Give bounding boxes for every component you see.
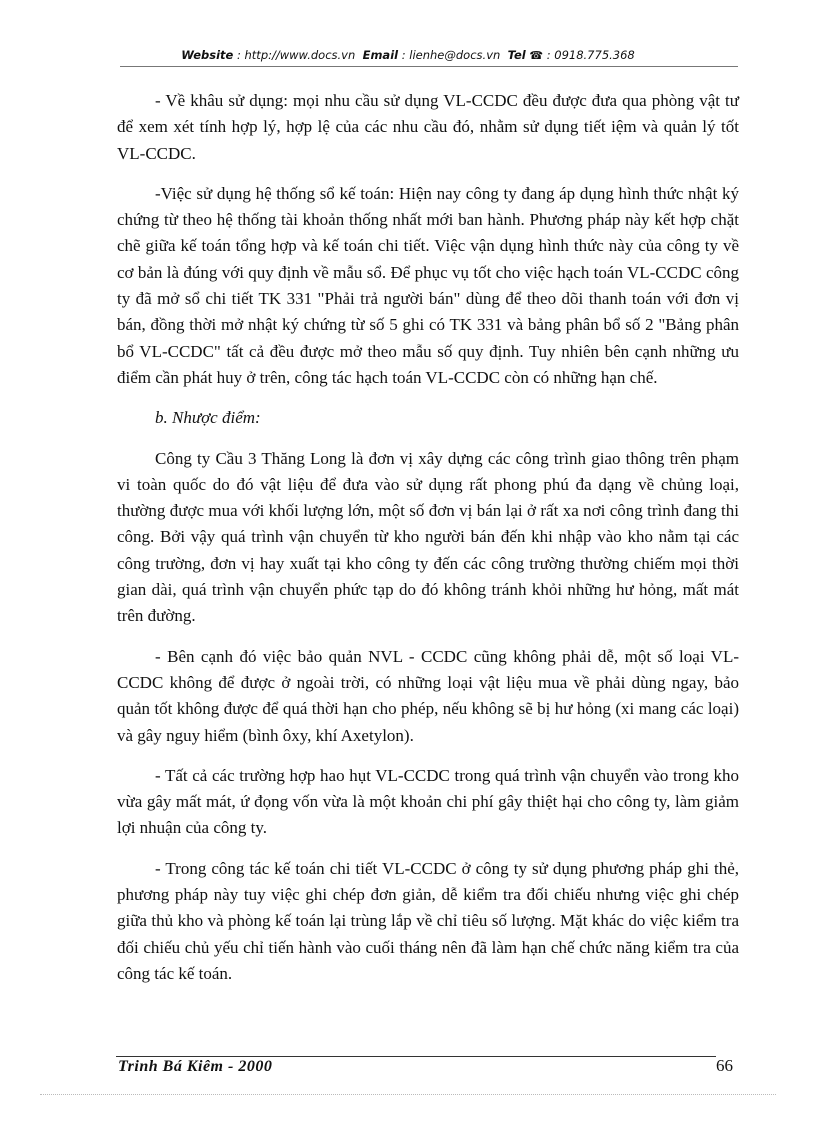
- paragraph: - Bên cạnh đó việc bảo quản NVL - CCDC cũng không phải dễ, một số loại VL-CCDC không để được ở ngoài trời, có những loại vật liệu mua về phải dùng ngay, bảo quản tốt không được để quá thời hạn cho phép, nếu không sẽ bị hư hỏng (xi mang các loại) và gây nguy hiểm (bình ôxy, khí Axetylon).: [117, 646, 739, 745]
- email-value: : lienhe@docs.vn: [401, 48, 501, 62]
- footer-divider: [116, 1056, 716, 1057]
- email-label: Email: [362, 48, 399, 62]
- document-body: [117, 88, 739, 1001]
- paragraph: - Trong công tác kế toán chi tiết VL-CCDC ở công ty sử dụng phương pháp ghi thẻ, phương pháp này tuy việc ghi chép đơn giản, dễ kiểm tra đối chiếu nhưng việc ghi chép giữa thủ kho và phòng kế toán lại trùng lắp về chỉ tiêu số lượng. Mặt khác do việc kiểm tra đối chiếu chủ yếu chỉ tiến hành vào cuối tháng nên đã làm hạn chế chức năng kiểm tra của công tác kế toán.: [117, 858, 739, 983]
- paragraph: - Về khâu sử dụng: mọi nhu cầu sử dụng VL-CCDC đều được đưa qua phòng vật tư để xem xét tính hợp lý, hợp lệ của các nhu cầu đó, nhằm sử dụng tiết iệm và quản lý tốt VL-CCDC.: [117, 91, 739, 163]
- website-value: : http://www.docs.vn: [236, 48, 356, 62]
- website-label: Website: [181, 48, 234, 62]
- header-divider: [120, 66, 738, 67]
- tel-label: Tel: [507, 48, 526, 62]
- paragraph: - Tất cả các trường hợp hao hụt VL-CCDC trong quá trình vận chuyển vào trong kho vừa gây mất mát, ứ đọng vốn vừa là một khoản chi phí gây thiệt hại cho công ty, làm giảm lợi nhuận của công ty.: [117, 765, 739, 838]
- paragraph: -Việc sử dụng hệ thống sổ kế toán: Hiện nay công ty đang áp dụng hình thức nhật ký chứng từ theo hệ thống tài khoản thống nhất mới ban hành. Phương pháp này kết hợp chặt chẽ giữa kế toán tổng hợp và kế toán chi tiết. Việc vận dụng hình thức này của công ty về cơ bản là đúng với quy định về mẫu sổ. Để phục vụ tốt cho việc hạch toán VL-CCDC công ty đã mở sổ chi tiết TK 331 "Phải trả người bán" dùng để theo dõi thanh toán với đơn vị bán, đồng thời mở nhật ký chứng từ số 5 ghi có TK 331 và bảng phân bổ số 2 "Bảng phân bổ VL-CCDC" tất cả đều được mở theo mẫu số quy định. Tuy nhiên bên cạnh những ưu điểm cần phát huy ở trên, công tác hạch toán VL-CCDC còn có những hạn chế.: [117, 183, 739, 387]
- page-number: 66: [716, 1056, 733, 1075]
- page-header: [0, 48, 816, 62]
- page-bottom-border: [40, 1094, 776, 1095]
- tel-value: : 0918.775.368: [546, 48, 635, 62]
- section-subheading: b. Nhược điểm:: [155, 408, 261, 428]
- footer-author: Trinh Bá Kiêm - 2000: [118, 1058, 273, 1075]
- telephone-icon: ☎: [529, 49, 544, 62]
- paragraph: Công ty Cầu 3 Thăng Long là đơn vị xây dựng các công trình giao thông trên phạm vi toàn quốc do đó vật liệu để đưa vào sử dụng rất phong phú đa dạng về chủng loại, thường được mua với khối lượng lớn, một số đơn vị bán lại ở rất xa nơi công trình đang thi công. Bởi vậy quá trình vận chuyển từ kho người bán đến khi nhập vào kho nằm tại các công trường, đơn vị hay xuất tại kho công ty đến các công trường thường chiếm mọi thời gian dài, quá trình vận chuyển phức tạp do đó không tránh khỏi những hư hỏng, mất mát trên đường.: [117, 448, 739, 626]
